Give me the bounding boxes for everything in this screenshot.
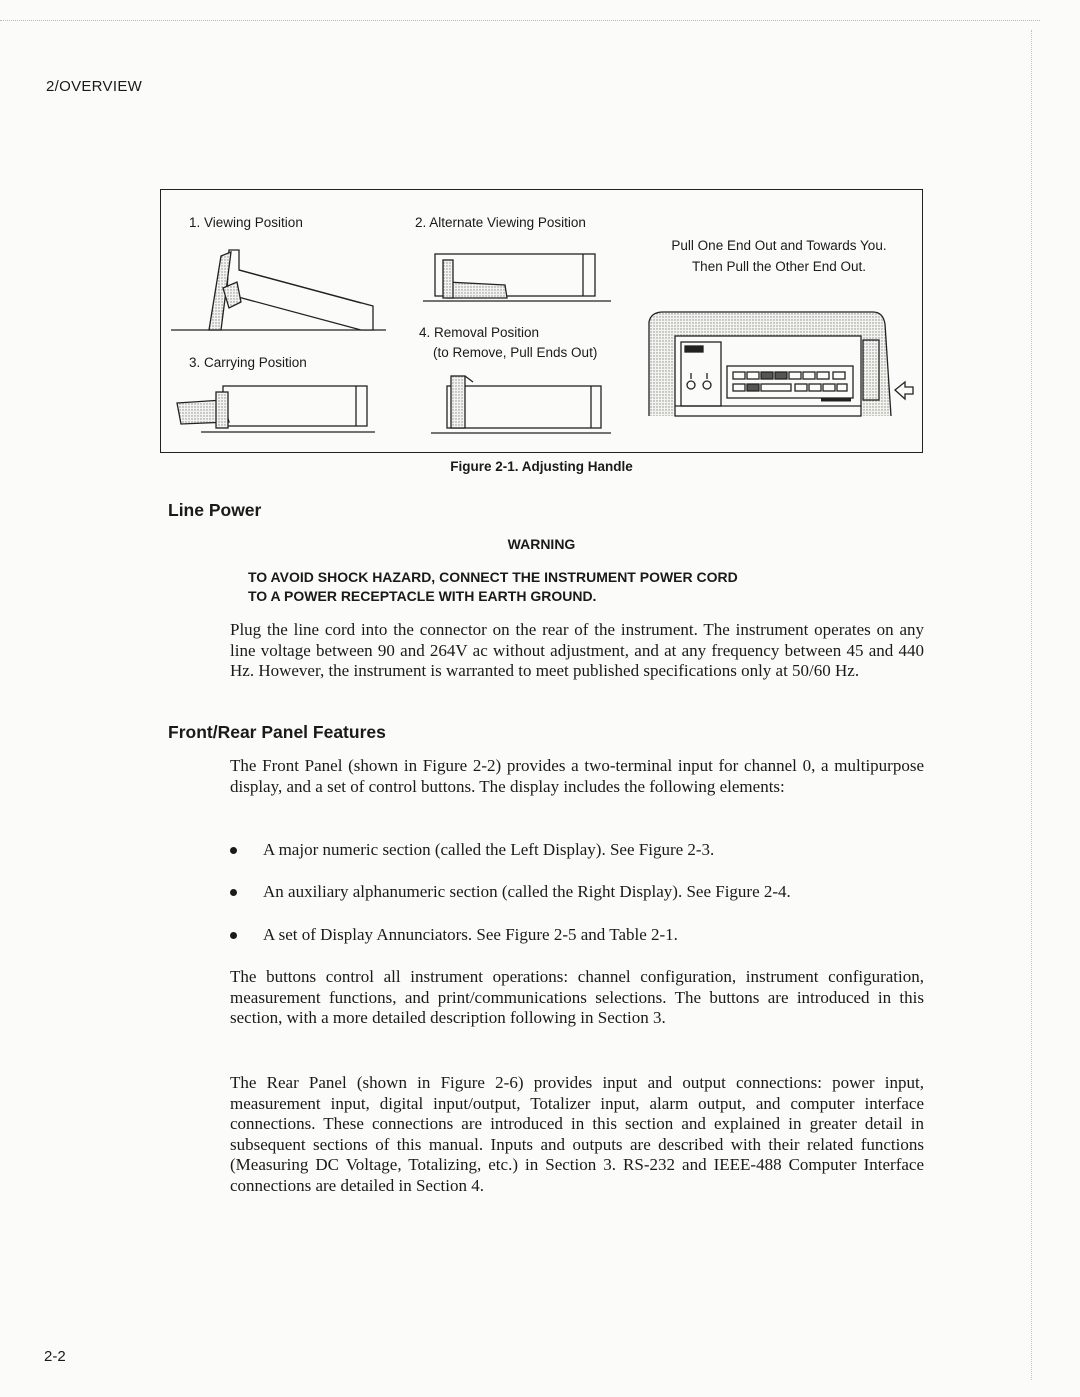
alternate-position-drawing <box>423 254 611 301</box>
page-number: 2-2 <box>44 1348 66 1365</box>
features-intro-paragraph: The Front Panel (shown in Figure 2-2) provides a two-terminal input for channel 0, a multipurpose display, and a set of control buttons. The display includes the following elements: <box>230 756 924 796</box>
warning-title: WARNING <box>507 536 576 552</box>
scan-edge-top <box>0 20 1040 21</box>
warning-text <box>248 568 738 606</box>
section-header: 2/OVERVIEW <box>46 78 143 95</box>
bullet-text: A set of Display Annunciators. See Figure 2-5 and Table 2-1. <box>263 925 678 944</box>
heading-panel-features: Front/Rear Panel Features <box>168 722 386 742</box>
instrument-front-drawing <box>649 312 913 416</box>
bullet-text: A major numeric section (called the Left Display). See Figure 2-3. <box>263 840 715 859</box>
bullet-dot <box>230 847 237 854</box>
label-viewing-position: 1. Viewing Position <box>189 215 303 230</box>
figure-caption: Figure 2-1. Adjusting Handle <box>450 459 633 474</box>
scan-edge-right <box>1031 30 1032 1380</box>
figure-adjusting-handle <box>160 189 923 453</box>
bullet-dot <box>230 889 237 896</box>
warning-line-2: TO A POWER RECEPTACLE WITH EARTH GROUND. <box>248 588 597 604</box>
label-carrying-position: 3. Carrying Position <box>189 355 307 370</box>
buttons-paragraph: The buttons control all instrument operations: channel configuration, instrument configuration, measurement functions, and print/communications selections. The buttons are introduced in this section, with a more detailed description following in Section 3. <box>230 967 924 1027</box>
rear-panel-paragraph: The Rear Panel (shown in Figure 2-6) provides input and output connections: power input, measurement input, digital input/output, Totalizer input, alarm output, and computer interface connections. These connections are introduced in this section and explained in greater detail in subsequent sections of this manual. Inputs and outputs are described with their related functions (Measuring DC Voltage, Totalizing, etc.) in Section 3. RS-232 and IEEE-488 Computer Interface connections are detailed in Section 4. <box>230 1073 924 1195</box>
bullet-dot <box>230 932 237 939</box>
line-power-paragraph: Plug the line cord into the connector on the rear of the instrument. The instrument operates on any line voltage between 90 and 264V ac without adjustment, and at any frequency between 45 and 440 Hz. However, the instrument is warranted to meet published specifications only at 50/60 Hz. <box>230 620 924 680</box>
label-removal-note: (to Remove, Pull Ends Out) <box>433 345 598 360</box>
heading-line-power: Line Power <box>168 500 262 520</box>
label-pull-instruction-2: Then Pull the Other End Out. <box>691 259 867 274</box>
bullet-text: An auxiliary alphanumeric section (called the Right Display). See Figure 2-4. <box>263 882 791 901</box>
viewing-position-drawing <box>171 250 386 330</box>
removal-position-drawing <box>431 376 611 433</box>
warning-line-1: TO AVOID SHOCK HAZARD, CONNECT THE INSTRUMENT POWER CORD <box>248 569 738 585</box>
label-alternate-position: 2. Alternate Viewing Position <box>415 215 586 230</box>
carrying-position-drawing <box>177 386 375 432</box>
label-pull-instruction-1: Pull One End Out and Towards You. <box>671 238 887 253</box>
label-removal-position: 4. Removal Position <box>419 325 540 340</box>
